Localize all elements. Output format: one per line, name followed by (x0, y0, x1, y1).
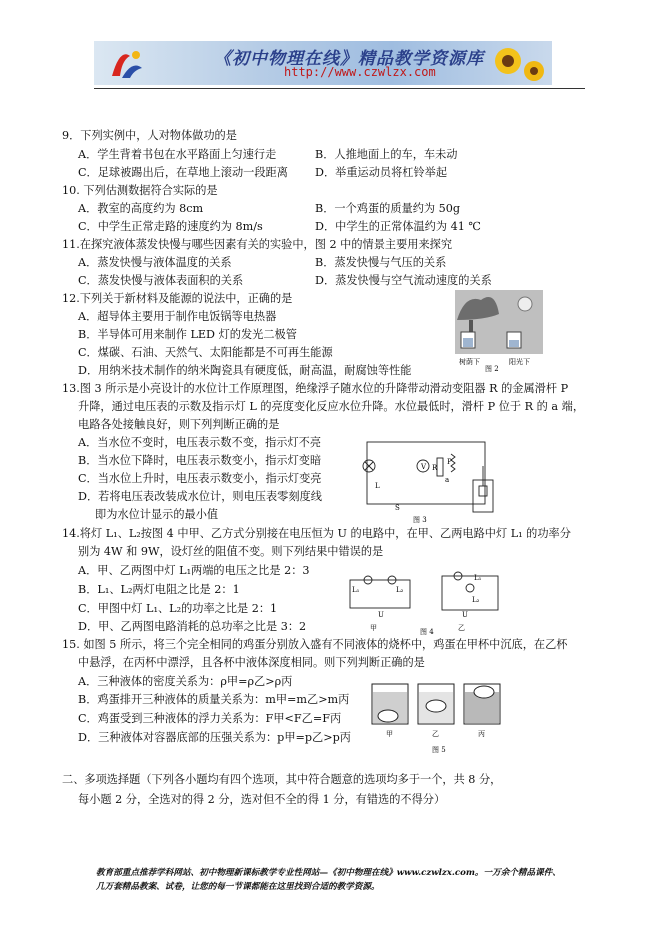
text-line: 电路各处接触良好，则下列判断正确的是 (78, 418, 280, 431)
text-line: A．三种液体的密度关系为：ρ甲=ρ乙>ρ丙 (78, 675, 293, 688)
text-line: B．蒸发快慢与气压的关系 (315, 256, 447, 269)
fig4a-l1-label: L₁ (352, 586, 360, 594)
fig4a-u-label: U (378, 611, 384, 619)
fig2-right-label: 阳光下 (509, 358, 530, 366)
text-line: D．中学生的正常体温约为 41 ℃ (315, 220, 481, 233)
fig3-end-label: a (445, 476, 450, 484)
fig5-beaker-a: 甲 (386, 730, 393, 738)
text-line: A．超导体主要用于制作电饭锅等电热器 (78, 310, 277, 323)
fig3-voltmeter-label: V (421, 463, 427, 471)
text-line: A．当水位不变时，电压表示数不变，指示灯不亮 (78, 436, 322, 449)
text-line: C．中学生正常走路的速度约为 8m/s (78, 220, 263, 233)
text-line: B．一个鸡蛋的质量约为 50g (315, 202, 461, 215)
text-line: 10. 下列估测数据符合实际的是 (62, 184, 218, 197)
text-line: B．当水位下降时，电压表示数变小，指示灯变暗 (78, 454, 322, 467)
text-line: D．若将电压表改装成水位计，则电压表零刻度线 (78, 490, 322, 503)
sunflower-icon (486, 41, 546, 85)
text-line: 11.在探究液体蒸发快慢与哪些因素有关的实验中，图 2 中的情景主要用来探究 (62, 238, 453, 251)
text-line: B．鸡蛋排开三种液体的质量关系为：m甲=m乙>m丙 (78, 693, 350, 706)
text-line: 别为 4W 和 9W，设灯丝的阻值不变。则下列结果中错误的是 (78, 545, 384, 558)
text-line: A．教室的高度约为 8cm (78, 202, 204, 215)
fig5-beaker-c: 丙 (478, 730, 485, 738)
text-line: 14.将灯 L₁、L₂按图 4 中甲、乙方式分别接在电压恒为 U 的电路中，在甲、乙两电路中灯 L₁ 的功率分 (62, 527, 571, 540)
text-line: 即为水位计显示的最小值 (95, 508, 219, 521)
fig2-caption: 图 2 (485, 365, 499, 372)
figure-4 (346, 570, 506, 636)
text-line: C．足球被踢出后，在草地上滚动一段距离 (78, 166, 288, 179)
fig3-caption: 图 3 (413, 516, 427, 524)
text-line: A．学生背着书包在水平路面上匀速行走 (78, 148, 277, 161)
text-line: 15. 如图 5 所示，将三个完全相同的鸡蛋分别放入盛有不同液体的烧杯中，鸡蛋在甲杯中沉底，在乙杯 (62, 638, 568, 651)
fig4b-u-label: U (462, 611, 468, 619)
text-line: C．蒸发快慢与液体表面积的关系 (78, 274, 244, 287)
footer-line-1: 教育部重点推荐学科网站、初中物理新课标教学专业性网站—《初中物理在线》www.czwlzx.com。一万余个精品课件、 (96, 868, 561, 878)
banner-url[interactable]: http://www.czwlzx.com (284, 65, 436, 79)
text-line: C．甲图中灯 L₁、L₂的功率之比是 2：1 (78, 602, 278, 615)
footer-line-2: 几万套精品教案、试卷，让您的每一节课都能在这里找到合适的教学资源。 (96, 882, 380, 892)
text-line: 二、多项选择题（下列各小题均有四个选项，其中符合题意的选项均多于一个，共 8 分， (62, 773, 502, 786)
header-banner (94, 41, 552, 85)
fig2-left-label: 树荫下 (459, 358, 480, 366)
figure-2 (455, 290, 543, 372)
fig3-slider-label: P (447, 458, 452, 466)
text-line: 升降，通过电压表的示数及指示灯 L 的亮度变化反应水位升降。水位最低时，滑杆 P 位于 R 的 a 端， (78, 400, 585, 413)
fig5-caption: 图 5 (432, 746, 446, 754)
text-line: 12.下列关于新材料及能源的说法中，正确的是 (62, 292, 293, 305)
text-line: D．甲、乙两图电路消耗的总功率之比是 3：2 (78, 620, 307, 633)
text-line: C．当水位上升时，电压表示数变小，指示灯变亮 (78, 472, 322, 485)
text-line: 中悬浮，在丙杯中漂浮，且各杯中液体深度相同。则下列判断正确的是 (78, 656, 425, 669)
text-line: D．用纳米技术制作的纳米陶瓷具有硬度低，耐高温，耐腐蚀等性能 (78, 364, 412, 377)
text-line: A．蒸发快慢与液体温度的关系 (78, 256, 232, 269)
banner-title: 《初中物理在线》精品教学资源库 (214, 49, 484, 69)
text-line: 9．下列实例中，人对物体做功的是 (62, 129, 237, 142)
text-line: B．人推地面上的车，车未动 (315, 148, 458, 161)
figure-5 (366, 678, 516, 758)
text-line: D．蒸发快慢与空气流动速度的关系 (315, 274, 492, 287)
text-line: 13.图 3 所示是小亮设计的水位计工作原理图，绝缘浮子随水位的升降带动滑动变阻器 R 的金属滑杆 P (62, 382, 569, 395)
text-line: B．半导体可用来制作 LED 灯的发光二极管 (78, 328, 297, 341)
fig3-switch-label: S (395, 504, 400, 512)
fig4-caption: 图 4 (420, 628, 434, 636)
header-rule (94, 88, 585, 89)
site-logo-icon (108, 46, 146, 82)
fig4b-name: 乙 (458, 624, 465, 632)
text-line: 每小题 2 分，全选对的得 2 分，选对但不全的得 1 分，有错选的不得分） (78, 793, 446, 806)
text-line: C．煤碳、石油、天然气、太阳能都是不可再生能源 (78, 346, 333, 359)
fig5-beaker-b: 乙 (432, 730, 439, 738)
fig4a-l2-label: L₂ (396, 586, 404, 594)
fig3-resistor-label: R (432, 464, 438, 472)
text-line: B．L₁、L₂两灯电阻之比是 2：1 (78, 583, 240, 596)
text-line: D．三种液体对容器底部的压强关系为：p甲=p乙>p丙 (78, 731, 351, 744)
figure-3 (355, 436, 515, 526)
fig4a-name: 甲 (370, 624, 377, 632)
text-line: D．举重运动员将杠铃举起 (315, 166, 448, 179)
fig4b-l1-label: L₁ (474, 574, 482, 582)
fig3-lamp-label: L (375, 482, 380, 490)
text-line: C．鸡蛋受到三种液体的浮力关系为：F甲<F乙=F丙 (78, 712, 342, 725)
fig4b-l2-label: L₂ (472, 596, 480, 604)
text-line: A．甲、乙两图中灯 L₁两端的电压之比是 2：3 (78, 564, 310, 577)
